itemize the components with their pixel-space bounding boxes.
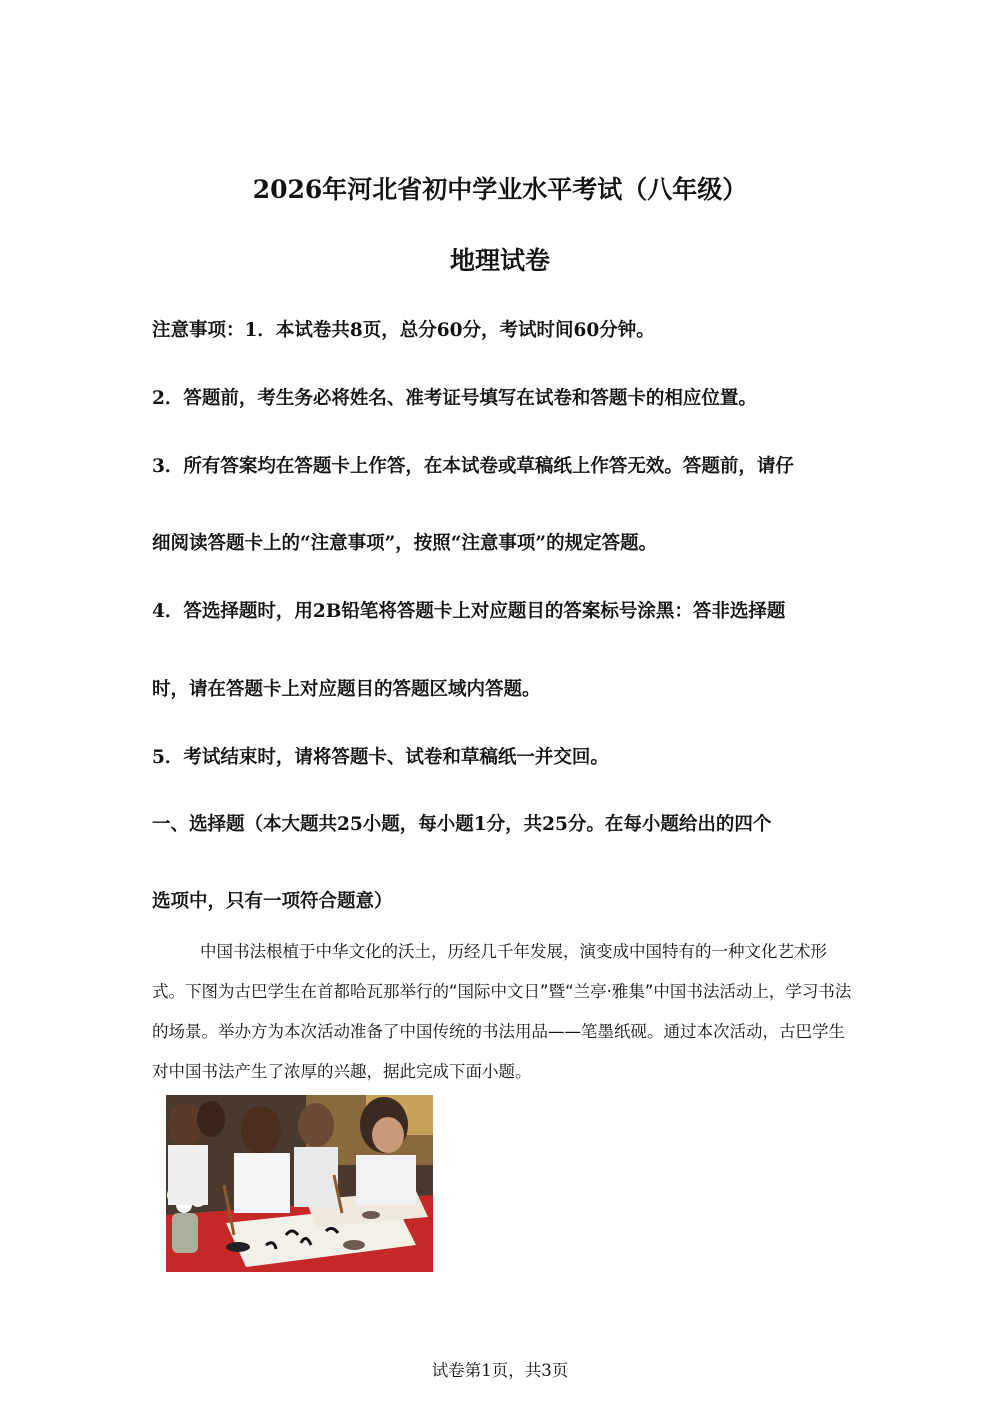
reading-passage: 中国书法根植于中华文化的沃土，历经几千年发展，演变成中国特有的一种文化艺术形式。下图为古巴学生在首都哈瓦那举行的“国际中文日”暨“兰亭·雅集”中国书法活动上，学习书法的场景。举办方为本次活动准备了中国传统的书法用品——笔墨纸砚。通过本次活动，古巴学生对中国书法产生了浓厚的兴趣，据此完成下面小题。 [152, 942, 852, 1081]
calligraphy-photo [166, 1095, 433, 1272]
note-line-7: 5．考试结束时，请将答题卡、试卷和草稿纸一并交回。 [152, 747, 609, 768]
note-line-4: 细阅读答题卡上的“注意事项”，按照“注意事项”的规定答题。 [152, 533, 658, 554]
section-heading-line-2: 选项中，只有一项符合题意） [152, 891, 393, 912]
note-line-6: 时，请在答题卡上对应题目的答题区域内答题。 [152, 679, 541, 700]
exam-title: 2026年河北省初中学业水平考试（八年级） [252, 175, 748, 204]
note-line-2: 2．答题前，考生务必将姓名、准考证号填写在试卷和答题卡的相应位置。 [152, 388, 757, 409]
section-heading-line-1: 一、选择题（本大题共25小题，每小题1分，共25分。在每小题给出的四个 [152, 814, 772, 835]
page-footer: 试卷第1页，共3页 [431, 1361, 569, 1380]
note-line-1: 注意事项：1．本试卷共8页，总分60分，考试时间60分钟。 [152, 320, 655, 341]
note-line-3: 3．所有答案均在答题卡上作答，在本试卷或草稿纸上作答无效。答题前，请仔 [152, 456, 794, 477]
exam-subject: 地理试卷 [449, 246, 550, 275]
note-line-5: 4．答选择题时，用2B铅笔将答题卡上对应题目的答案标号涂黑：答非选择题 [152, 601, 786, 622]
